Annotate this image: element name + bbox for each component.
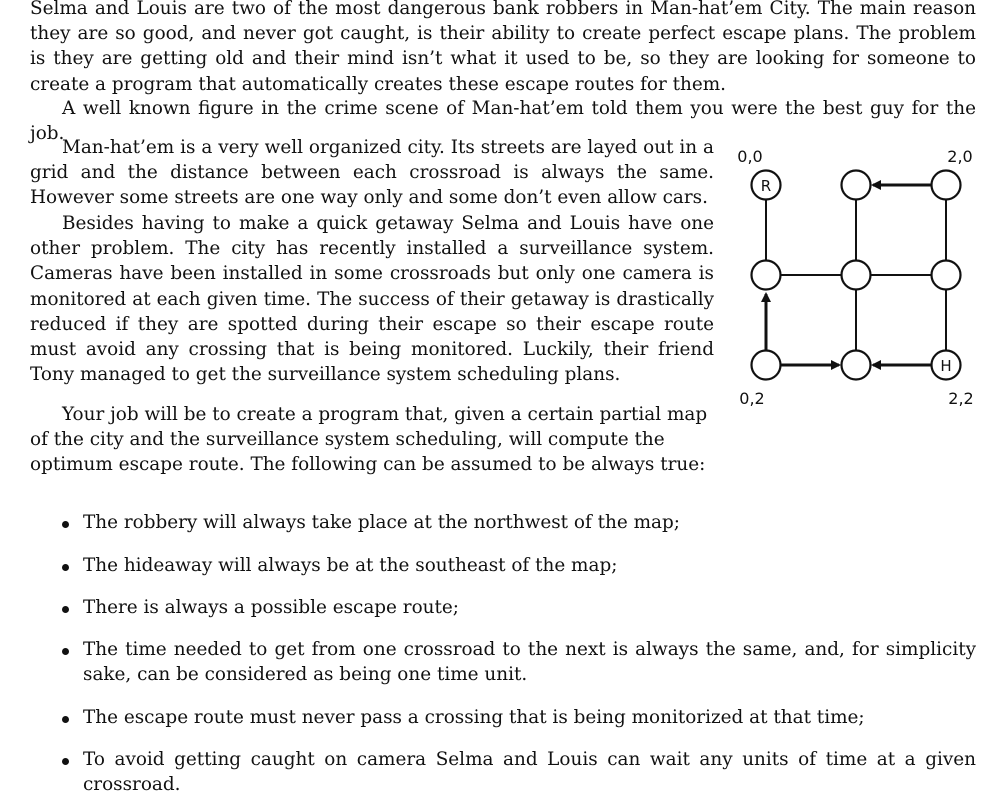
bullet-icon (62, 564, 69, 571)
bullet-icon (62, 521, 69, 528)
list-item: The hideaway will always be at the southeast of the map; (30, 553, 976, 595)
corner-label-bottom-left: 0,2 (739, 389, 765, 408)
intro-paragraph: Selma and Louis are two of the most dangerous bank robbers in Man-hat’em City. The main reason they are so good, and never got caught, is their ability to create perfect escape plans. The problem is they are getting old and their mind isn’t what it used to be, so they are looking for someone to create a program that automatically creates these escape routes for them. (30, 0, 976, 95)
bullet-icon (62, 716, 69, 723)
crossroad (752, 261, 781, 290)
assumptions-list (30, 510, 976, 796)
list-item: The robbery will always take place at the northwest of the map; (30, 510, 976, 553)
surveillance-paragraph: Besides having to make a quick getaway Selma and Louis have one other problem. The city has recently installed a surveillance system. Cameras have been installed in some crossroads but only one camera is monitored at each given time. The success of their getaway is drastically reduced if they are spotted during their escape so their escape route must avoid any crossing that is being monitored. Luckily, their friend Tony managed to get the surveillance system scheduling plans. (30, 213, 714, 386)
list-item: The time needed to get from one crossroad to the next is always the same, and, for simplicity sake, can be considered as being one time unit. (30, 637, 976, 705)
list-item: There is always a possible escape route; (30, 595, 976, 637)
hideaway-marker: H (940, 357, 952, 375)
city-grid-figure (728, 143, 984, 408)
corner-label-top-right: 2,0 (947, 147, 973, 166)
list-item: The escape route must never pass a crossing that is being monitorized at that time; (30, 705, 976, 747)
city-paragraph: Man-hat’em is a very well organized city. Its streets are layed out in a grid and the distance between each crossroad is always the same. However some streets are one way only and some don’t even allow cars. (30, 137, 714, 209)
crossroad (842, 261, 871, 290)
bullet-icon (62, 648, 69, 655)
crossroad (932, 171, 961, 200)
corner-label-bottom-right: 2,2 (948, 389, 974, 408)
crossroad (752, 351, 781, 380)
robbery-marker: R (760, 177, 772, 195)
list-item: To avoid getting caught on camera Selma and Louis can wait any units of time at a given crossroad. (30, 747, 976, 789)
bullet-icon (62, 758, 69, 765)
crossroad (842, 171, 871, 200)
bullet-icon (62, 606, 69, 613)
job-paragraph-first-line: Your job will be to create a program that, given a certain partial map of the city and the surveillance system scheduling, will compute the optimum escape route. The following can be assumed to be always true: (30, 404, 708, 476)
crossroad (932, 261, 961, 290)
corner-label-top-left: 0,0 (737, 147, 763, 166)
crossroad (842, 351, 871, 380)
crime-figure-paragraph: A well known figure in the crime scene of Man-hat’em told them you were the best guy for the job. (30, 98, 976, 145)
